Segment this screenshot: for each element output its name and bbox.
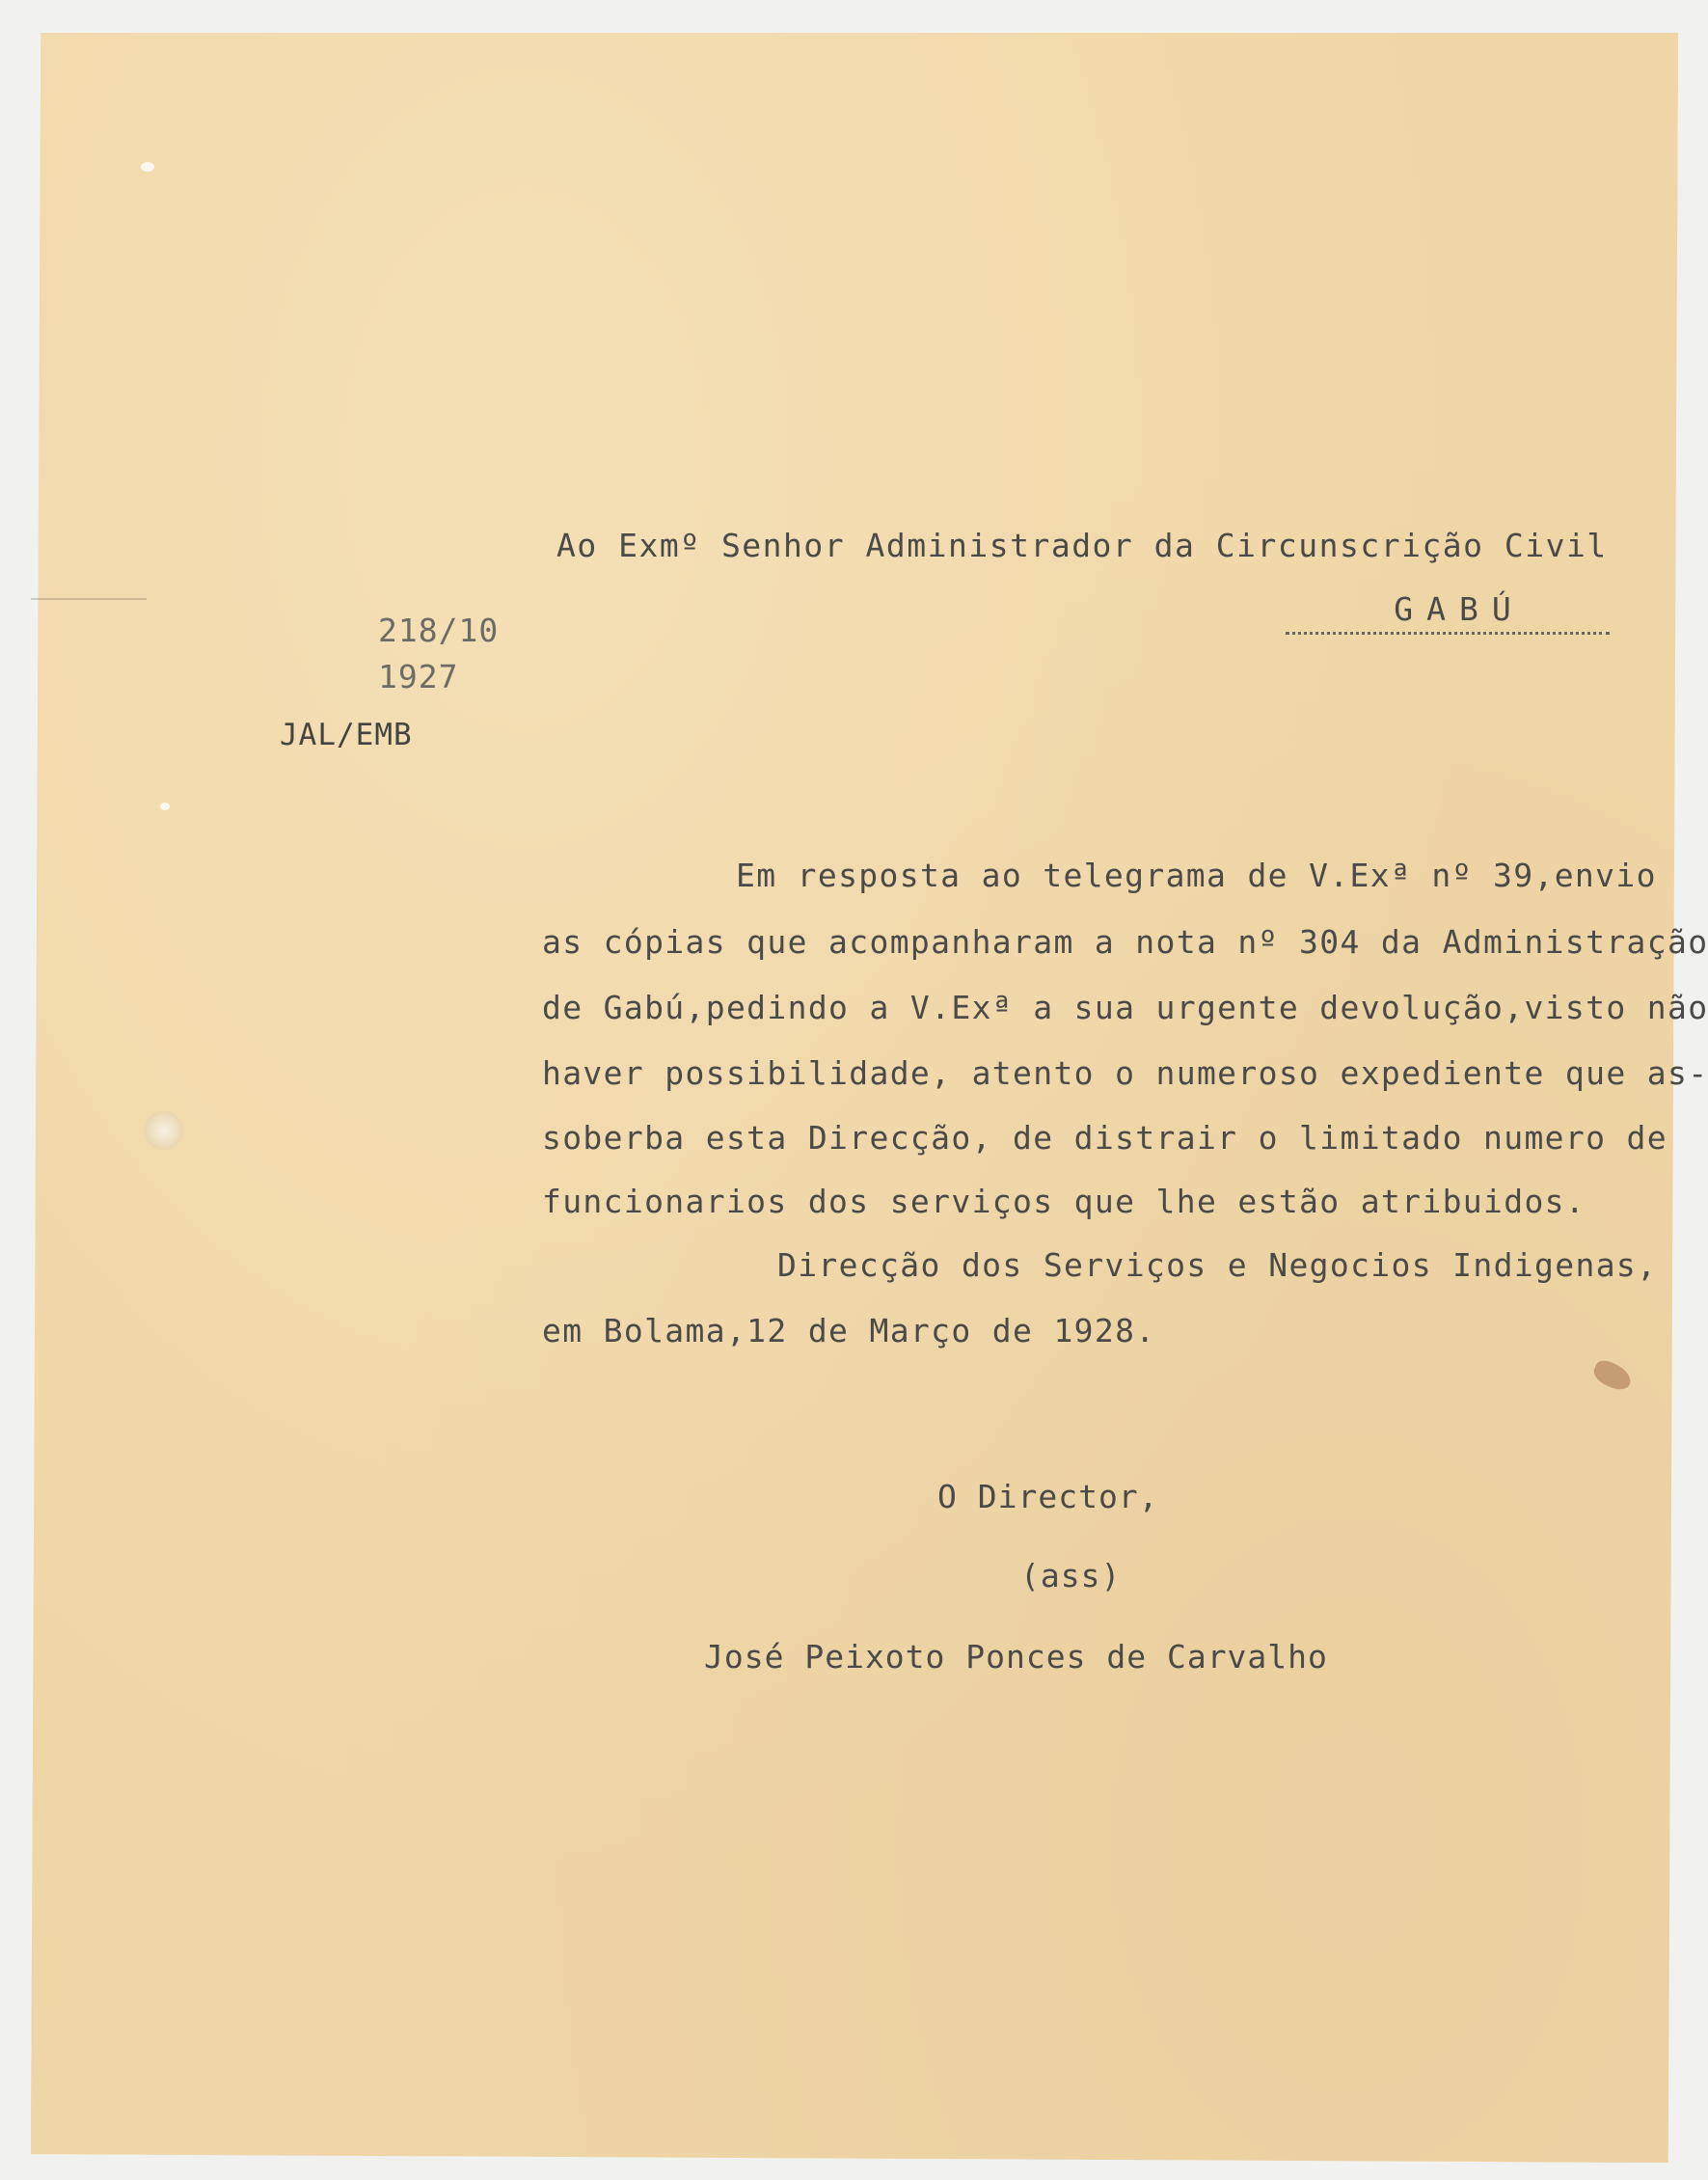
body-line: haver possibilidade, atento o numeroso expediente que as- [542, 1054, 1708, 1092]
body-line: de Gabú,pedindo a V.Exª a sua urgente devolução,visto não [542, 989, 1708, 1026]
closing-line: Direcção dos Serviços e Negocios Indigenas, [777, 1246, 1658, 1284]
addressee-line: Ao Exmº Senhor Administrador da Circunscrição Civil [556, 527, 1608, 564]
reference-code: JAL/EMB [280, 718, 413, 752]
paper-damage-mark [160, 803, 170, 810]
closing-line: em Bolama,12 de Março de 1928. [542, 1312, 1156, 1349]
body-line: soberba esta Direcção, de distrair o limitado numero de [542, 1119, 1667, 1157]
body-line: as cópias que acompanharam a nota nº 304 da Administração [542, 923, 1708, 961]
signature-title: O Director, [937, 1478, 1159, 1515]
letter-sheet [31, 33, 1678, 2163]
signature-note: (ass) [1020, 1557, 1122, 1594]
filing-year: 1927 [378, 658, 459, 695]
body-line: Em resposta ao telegrama de V.Exª nº 39,envio [736, 857, 1657, 894]
paper-damage-mark [141, 162, 154, 172]
punch-hole-mark [145, 1111, 183, 1150]
body-line: funcionarios dos serviços que lhe estão atribuidos. [542, 1183, 1586, 1220]
filing-number: 218/10 [378, 612, 500, 649]
signature-name: José Peixoto Ponces de Carvalho [704, 1638, 1328, 1676]
paper-fold-mark [31, 598, 147, 600]
destination-name: GABÚ [1286, 590, 1610, 635]
